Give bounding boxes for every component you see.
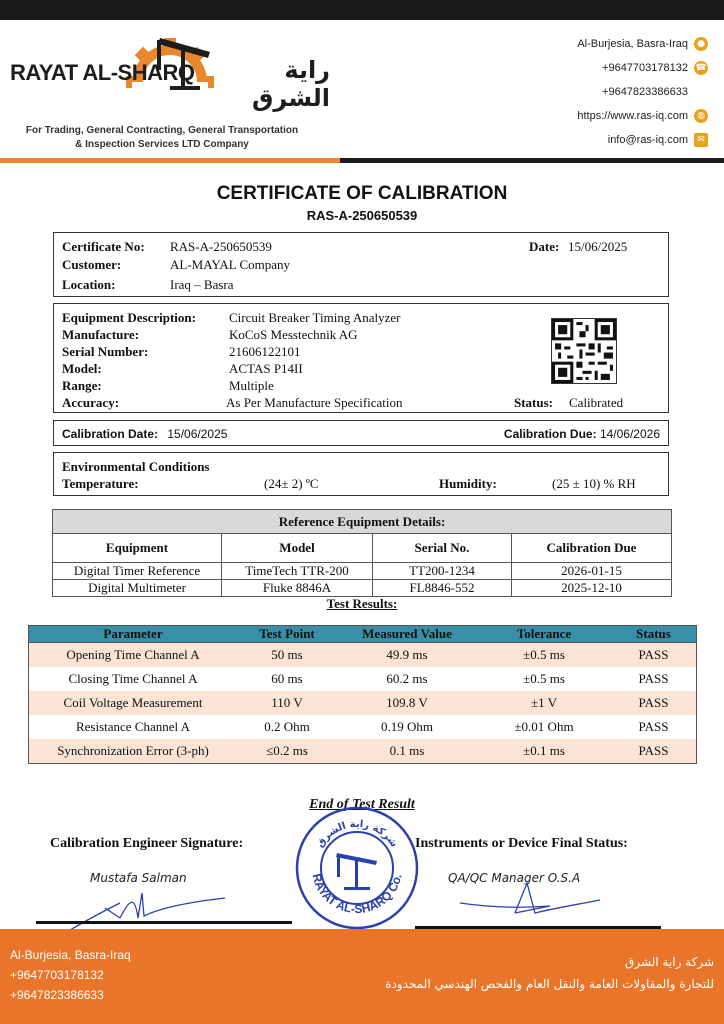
certificate-title: CERTIFICATE OF CALIBRATION	[216, 183, 508, 204]
contact-phone-2[interactable]	[470, 80, 708, 104]
reference-table-heading: Reference Equipment Details:	[53, 510, 672, 534]
footer-arabic-line-2: للتجارة والمقاولات العامة والنقل العام والفحص الهندسي المحدودة	[385, 977, 714, 991]
phone-2-text: +9647823386633	[602, 86, 688, 98]
calibration-due	[504, 427, 660, 441]
footer-arabic-line-1: شركة راية الشرق	[625, 955, 714, 969]
logo-text: RAYAT AL-SHARQ	[10, 60, 195, 85]
res-col-parameter: Parameter	[29, 626, 238, 643]
humidity-label: Humidity:	[439, 476, 497, 491]
email-text: info@ras-iq.com	[607, 134, 688, 146]
contact-phone-1[interactable]	[470, 56, 708, 80]
range-label: Range:	[62, 378, 102, 393]
website-text: https://www.ras-iq.com	[577, 110, 688, 122]
table-row	[29, 667, 697, 691]
table-row	[29, 691, 697, 715]
equipment-box	[53, 303, 669, 413]
accuracy-value: As Per Manufacture Specification	[226, 395, 403, 410]
company-logo	[10, 30, 330, 110]
res-col-status: Status	[611, 626, 697, 643]
footer-phone-1[interactable]: +9647703178132	[10, 968, 104, 982]
res-cell: ±0.1 ms	[477, 739, 611, 764]
res-cell: PASS	[611, 691, 697, 715]
table-row	[53, 580, 672, 597]
location-value: Iraq – Basra	[170, 277, 234, 292]
manufacture-value: KoCoS Messtechnik AG	[229, 327, 358, 342]
humidity-value: (25 ± 10) % RH	[552, 476, 636, 491]
calibration-date	[62, 427, 227, 441]
engineer-signature-line	[36, 921, 292, 924]
test-results-heading: Test Results:	[326, 596, 398, 611]
res-cell: 110 V	[237, 691, 337, 715]
environment-heading: Environmental Conditions	[62, 459, 210, 474]
end-of-test-text: End of Test Result	[309, 797, 415, 812]
environment-box	[53, 452, 669, 496]
calibration-date-label: Calibration Date:	[62, 427, 159, 441]
phone-icon: ☎	[695, 63, 707, 73]
contact-email[interactable]	[470, 128, 708, 152]
company-stamp	[292, 803, 422, 933]
res-cell: 49.9 ms	[337, 643, 477, 668]
ref-col-equipment: Equipment	[53, 534, 222, 563]
res-cell: 60 ms	[271, 671, 303, 686]
table-row	[29, 739, 697, 764]
tagline-line-2: & Inspection Services LTD Company	[75, 139, 249, 150]
cert-no-label: Certificate No:	[62, 239, 145, 254]
footer-bar	[0, 929, 724, 1024]
ref-cell: Fluke 8846A	[222, 580, 373, 597]
calibration-due-value: 14/06/2026	[599, 427, 660, 441]
serial-number-value: 21606122101	[229, 344, 301, 359]
res-col-tolerance: Tolerance	[477, 626, 611, 643]
top-bar	[0, 0, 724, 20]
res-cell: Resistance Channel A	[75, 719, 191, 734]
serial-number-label: Serial Number:	[62, 344, 149, 359]
calibration-date-value: 15/06/2025	[167, 427, 228, 441]
range-value: Multiple	[229, 378, 274, 393]
header-divider-orange	[0, 158, 340, 163]
ref-col-model: Model	[222, 534, 373, 563]
certificate-info-box	[53, 232, 669, 297]
res-cell: ±0.5 ms	[477, 643, 611, 668]
date-value: 15/06/2025	[568, 239, 628, 254]
status-value: Calibrated	[569, 395, 624, 410]
res-cell: Synchronization Error (3-ph)	[29, 739, 238, 764]
res-cell: PASS	[638, 719, 669, 734]
res-cell: 109.8 V	[337, 691, 477, 715]
stamp-pumpjack-icon	[336, 853, 377, 890]
manager-signature-scribble	[455, 878, 605, 918]
final-status-label: Instruments or Device Final Status:	[415, 836, 628, 851]
ref-cell: TimeTech TTR-200	[222, 563, 373, 580]
model-label: Model:	[62, 361, 102, 376]
temperature-label: Temperature:	[62, 476, 139, 491]
res-col-measured: Measured Value	[337, 626, 477, 643]
ref-cell: 2026-01-15	[512, 563, 672, 580]
location-pin-icon: ●	[694, 37, 708, 51]
logo-arabic-text: راية الشرق	[251, 56, 330, 112]
res-cell: ±0.01 Ohm	[514, 719, 574, 734]
table-row	[29, 643, 697, 668]
footer-arabic	[294, 951, 714, 995]
ref-cell: Digital Multimeter	[53, 580, 222, 597]
res-col-test-point: Test Point	[237, 626, 337, 643]
res-cell: 0.1 ms	[337, 739, 477, 764]
certificate-code: RAS-A-250650539	[306, 208, 418, 223]
manager-name: QA/QC Manager O.S.A	[448, 871, 581, 885]
equipment-description-label: Equipment Description:	[62, 310, 196, 325]
location-label: Location:	[62, 277, 116, 292]
res-cell: 0.19 Ohm	[381, 719, 433, 734]
temperature-value: (24± 2) ºC	[264, 476, 319, 491]
contact-website[interactable]	[470, 104, 708, 128]
res-cell: ≤0.2 ms	[237, 739, 337, 764]
cert-no-value: RAS-A-250650539	[170, 239, 272, 254]
calibration-due-label: Calibration Due:	[503, 427, 597, 441]
customer-label: Customer:	[62, 257, 122, 272]
manufacture-label: Manufacture:	[62, 327, 140, 342]
mail-icon: ✉	[694, 133, 708, 147]
footer-contact	[10, 945, 131, 1005]
phone-1-text: +9647703178132	[602, 62, 688, 74]
table-row	[29, 715, 697, 739]
stamp-arabic-text: شركة راية الشرق	[314, 818, 400, 850]
engineer-signature-label: Calibration Engineer Signature:	[50, 836, 244, 851]
test-results-table	[28, 625, 697, 764]
date-label: Date:	[529, 239, 560, 254]
footer-address: Al-Burjesia, Basra-Iraq	[10, 948, 131, 962]
res-cell: PASS	[611, 739, 697, 764]
status-label: Status:	[514, 395, 554, 410]
footer-phone-2[interactable]: +9647823386633	[10, 988, 104, 1002]
qr-code[interactable]	[551, 318, 617, 384]
engineer-name: Mustafa Salman	[90, 871, 187, 885]
res-cell: 50 ms	[237, 643, 337, 668]
reference-equipment-table	[52, 509, 672, 597]
contact-list	[470, 32, 708, 152]
tagline-line-1: For Trading, General Contracting, General Transportation	[25, 125, 299, 136]
res-cell: Closing Time Channel A	[68, 671, 198, 686]
company-tagline	[0, 124, 324, 152]
ref-col-serial: Serial No.	[373, 534, 512, 563]
ref-col-calibration-due: Calibration Due	[512, 534, 672, 563]
accuracy-label: Accuracy:	[62, 395, 120, 410]
ref-cell: 2025-12-10	[512, 580, 672, 597]
equipment-description-value: Circuit Breaker Timing Analyzer	[229, 310, 401, 325]
ref-cell: FL8846-552	[373, 580, 512, 597]
model-value: ACTAS P14II	[229, 361, 303, 376]
ref-cell: Digital Timer Reference	[53, 563, 222, 580]
globe-icon: ◍	[694, 109, 708, 123]
table-row	[53, 563, 672, 580]
stamp-outer-text: RAYAT AL-SHARQ Co.	[309, 872, 405, 917]
address-text: Al-Burjesia, Basra-Iraq	[577, 38, 688, 50]
res-cell: 60.2 ms	[386, 671, 428, 686]
res-cell: 0.2 Ohm	[264, 719, 310, 734]
contact-address	[470, 32, 708, 56]
calibration-dates-box	[53, 420, 669, 446]
res-cell: Opening Time Channel A	[29, 643, 238, 668]
res-cell: PASS	[638, 671, 669, 686]
res-cell: Coil Voltage Measurement	[29, 691, 238, 715]
ref-cell: TT200-1234	[373, 563, 512, 580]
res-cell: ±1 V	[477, 691, 611, 715]
header-divider-dark	[340, 158, 724, 163]
res-cell: ±0.5 ms	[523, 671, 565, 686]
res-cell: PASS	[611, 643, 697, 668]
customer-value: AL-MAYAL Company	[170, 257, 291, 272]
